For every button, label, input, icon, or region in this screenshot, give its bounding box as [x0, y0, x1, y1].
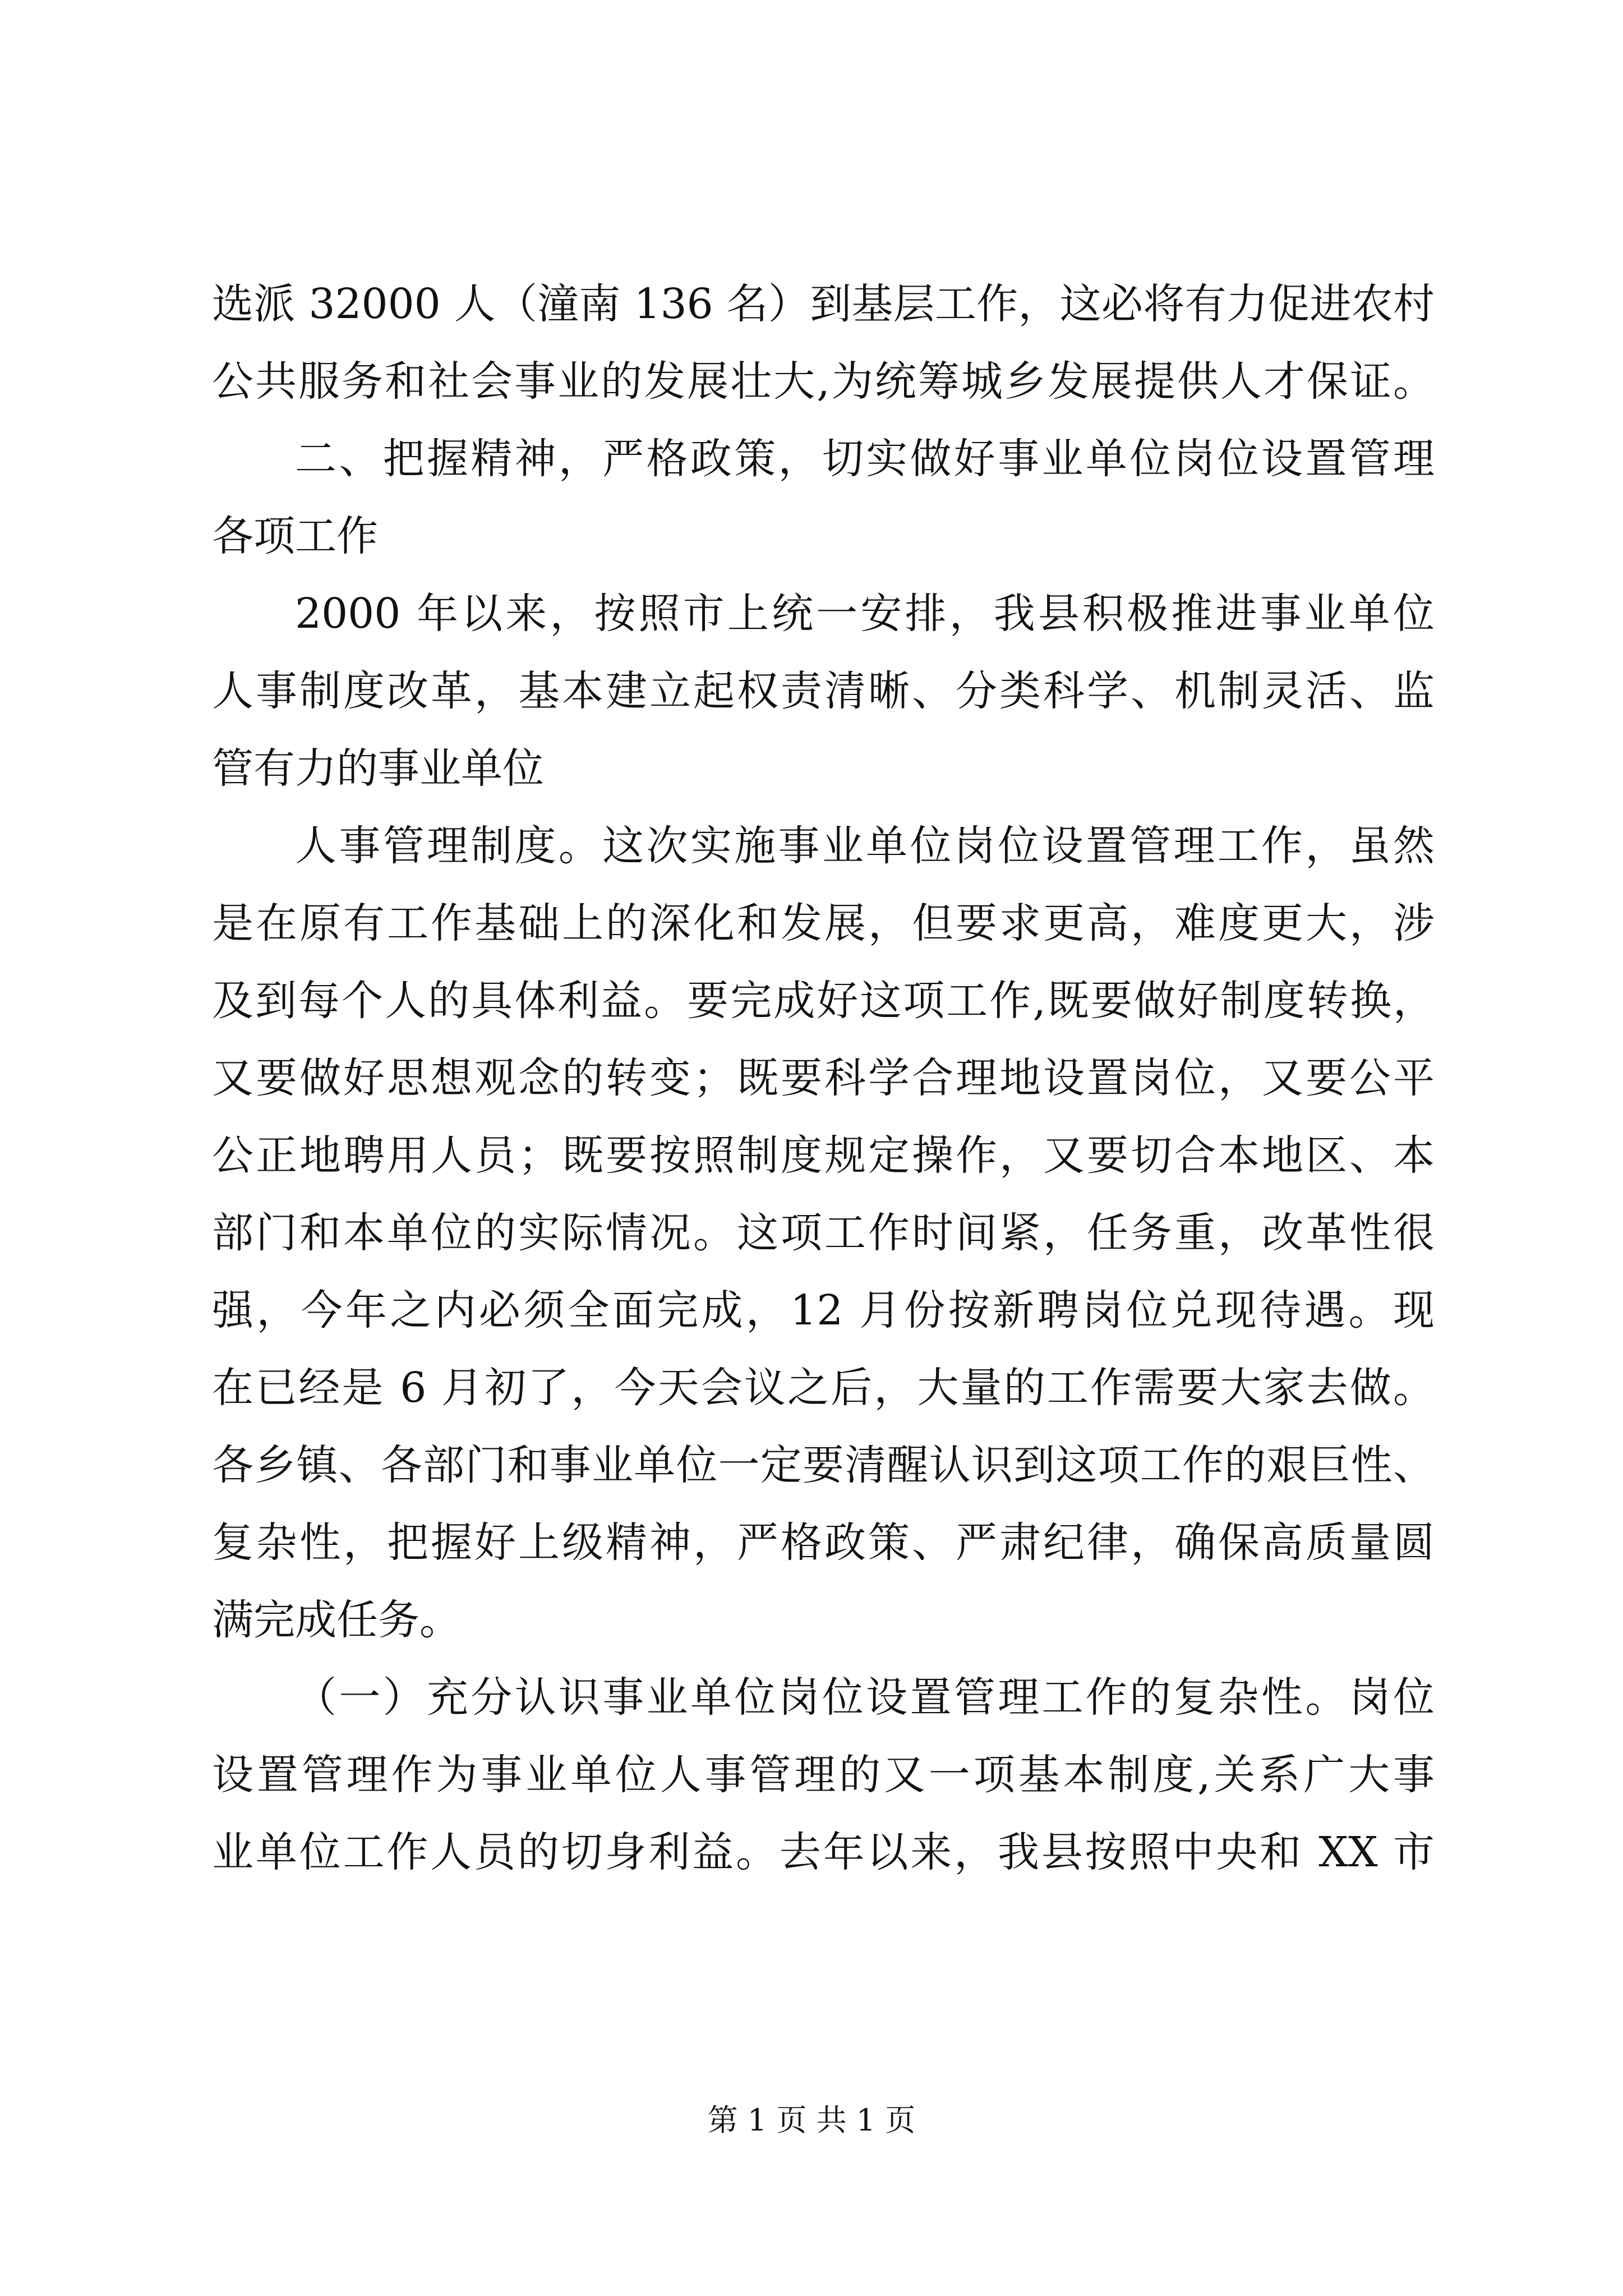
- text-line: 选派 32000 人（潼南 136 名）到基层工作，这必将有力促进农村: [212, 280, 1435, 328]
- section-heading-line: 二、把握精神，严格政策，切实做好事业单位岗位设置管理: [295, 435, 1435, 483]
- text-line: 满完成任务。: [212, 1596, 461, 1644]
- text-line: 又要做好思想观念的转变；既要科学合理地设置岗位，又要公平: [212, 1054, 1435, 1102]
- text-line: 部门和本单位的实际情况。这项工作时间紧，任务重，改革性很: [212, 1209, 1435, 1257]
- text-line: 在已经是 6 月初了，今天会议之后，大量的工作需要大家去做。: [212, 1364, 1435, 1412]
- text-line: 2000 年以来，按照市上统一安排，我县积极推进事业单位: [295, 590, 1435, 638]
- text-line: 公正地聘用人员；既要按照制度规定操作，又要切合本地区、本: [212, 1131, 1435, 1180]
- text-line: 及到每个人的具体利益。要完成好这项工作,既要做好制度转换，: [212, 977, 1435, 1025]
- document-body: [212, 265, 1435, 1891]
- text-line: 管有力的事业单位: [212, 744, 544, 793]
- subsection-heading-line: （一）充分认识事业单位岗位设置管理工作的复杂性。岗位: [295, 1673, 1435, 1722]
- page-footer: 第 1 页 共 1 页: [707, 2102, 916, 2138]
- text-line: 人事管理制度。这次实施事业单位岗位设置管理工作，虽然: [295, 822, 1435, 870]
- text-line: 是在原有工作基础上的深化和发展，但要求更高，难度更大，涉: [212, 899, 1435, 947]
- section-heading-line: 各项工作: [212, 512, 378, 560]
- text-line: 公共服务和社会事业的发展壮大,为统筹城乡发展提供人才保证。: [212, 357, 1435, 406]
- text-line: 强，今年之内必须全面完成，12 月份按新聘岗位兑现待遇。现: [212, 1286, 1435, 1335]
- text-line: 业单位工作人员的切身利益。去年以来，我县按照中央和 XX 市: [212, 1828, 1435, 1876]
- text-line: 各乡镇、各部门和事业单位一定要清醒认识到这项工作的艰巨性、: [212, 1441, 1435, 1489]
- text-line: 设置管理作为事业单位人事管理的又一项基本制度,关系广大事: [212, 1751, 1435, 1799]
- text-line: 复杂性，把握好上级精神，严格政策、严肃纪律，确保高质量圆: [212, 1519, 1435, 1567]
- text-line: 人事制度改革，基本建立起权责清晰、分类科学、机制灵活、监: [212, 667, 1435, 715]
